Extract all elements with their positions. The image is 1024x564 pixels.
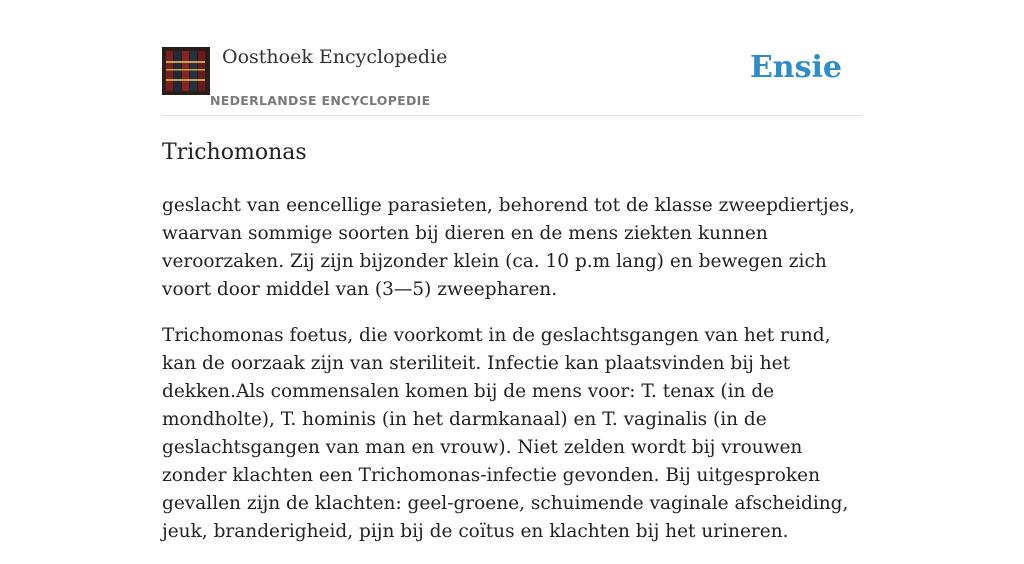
logo-image (162, 47, 210, 95)
site-title[interactable]: Oosthoek Encyclopedie (222, 46, 448, 68)
brand-logo[interactable]: Ensie (749, 50, 842, 85)
article-paragraph: geslacht van eencellige parasieten, behorend tot de klasse zweepdiertjes, waarvan sommige soorten bij dieren en de mens ziekten kunnen veroorzaken. Zij zijn bijzonder klein (ca. 10 p.m lang) en bewegen zich voort door middel van (3—5) zweepharen. (162, 195, 855, 300)
page (162, 0, 862, 542)
article-paragraph: Trichomonas foetus, die voorkomt in de geslachtsgangen van het rund, kan de oorzaak zijn van steriliteit. Infectie kan plaatsvinden bij het dekken.Als commensalen komen bij de mens voor: T. tenax (in de mondholte), T. hominis (in het darmkanaal) en T. vaginalis (in de geslachtsgangen van man en vrouw). Niet zelden wordt bij vrouwen zonder klachten een Trichomonas-infectie gevonden. Bij uitgesproken gevallen zijn de klachten: geel-groene, schuimende vaginale afscheiding, jeuk, branderigheid, pijn bij de coïtus en klachten bij het urineren. (162, 325, 849, 542)
site-subtitle: NEDERLANDSE ENCYCLOPEDIE (210, 93, 431, 108)
site-header (162, 0, 862, 116)
article-body (162, 192, 862, 564)
article-title: Trichomonas (162, 140, 307, 165)
encyclopedia-books-icon[interactable] (162, 47, 210, 95)
